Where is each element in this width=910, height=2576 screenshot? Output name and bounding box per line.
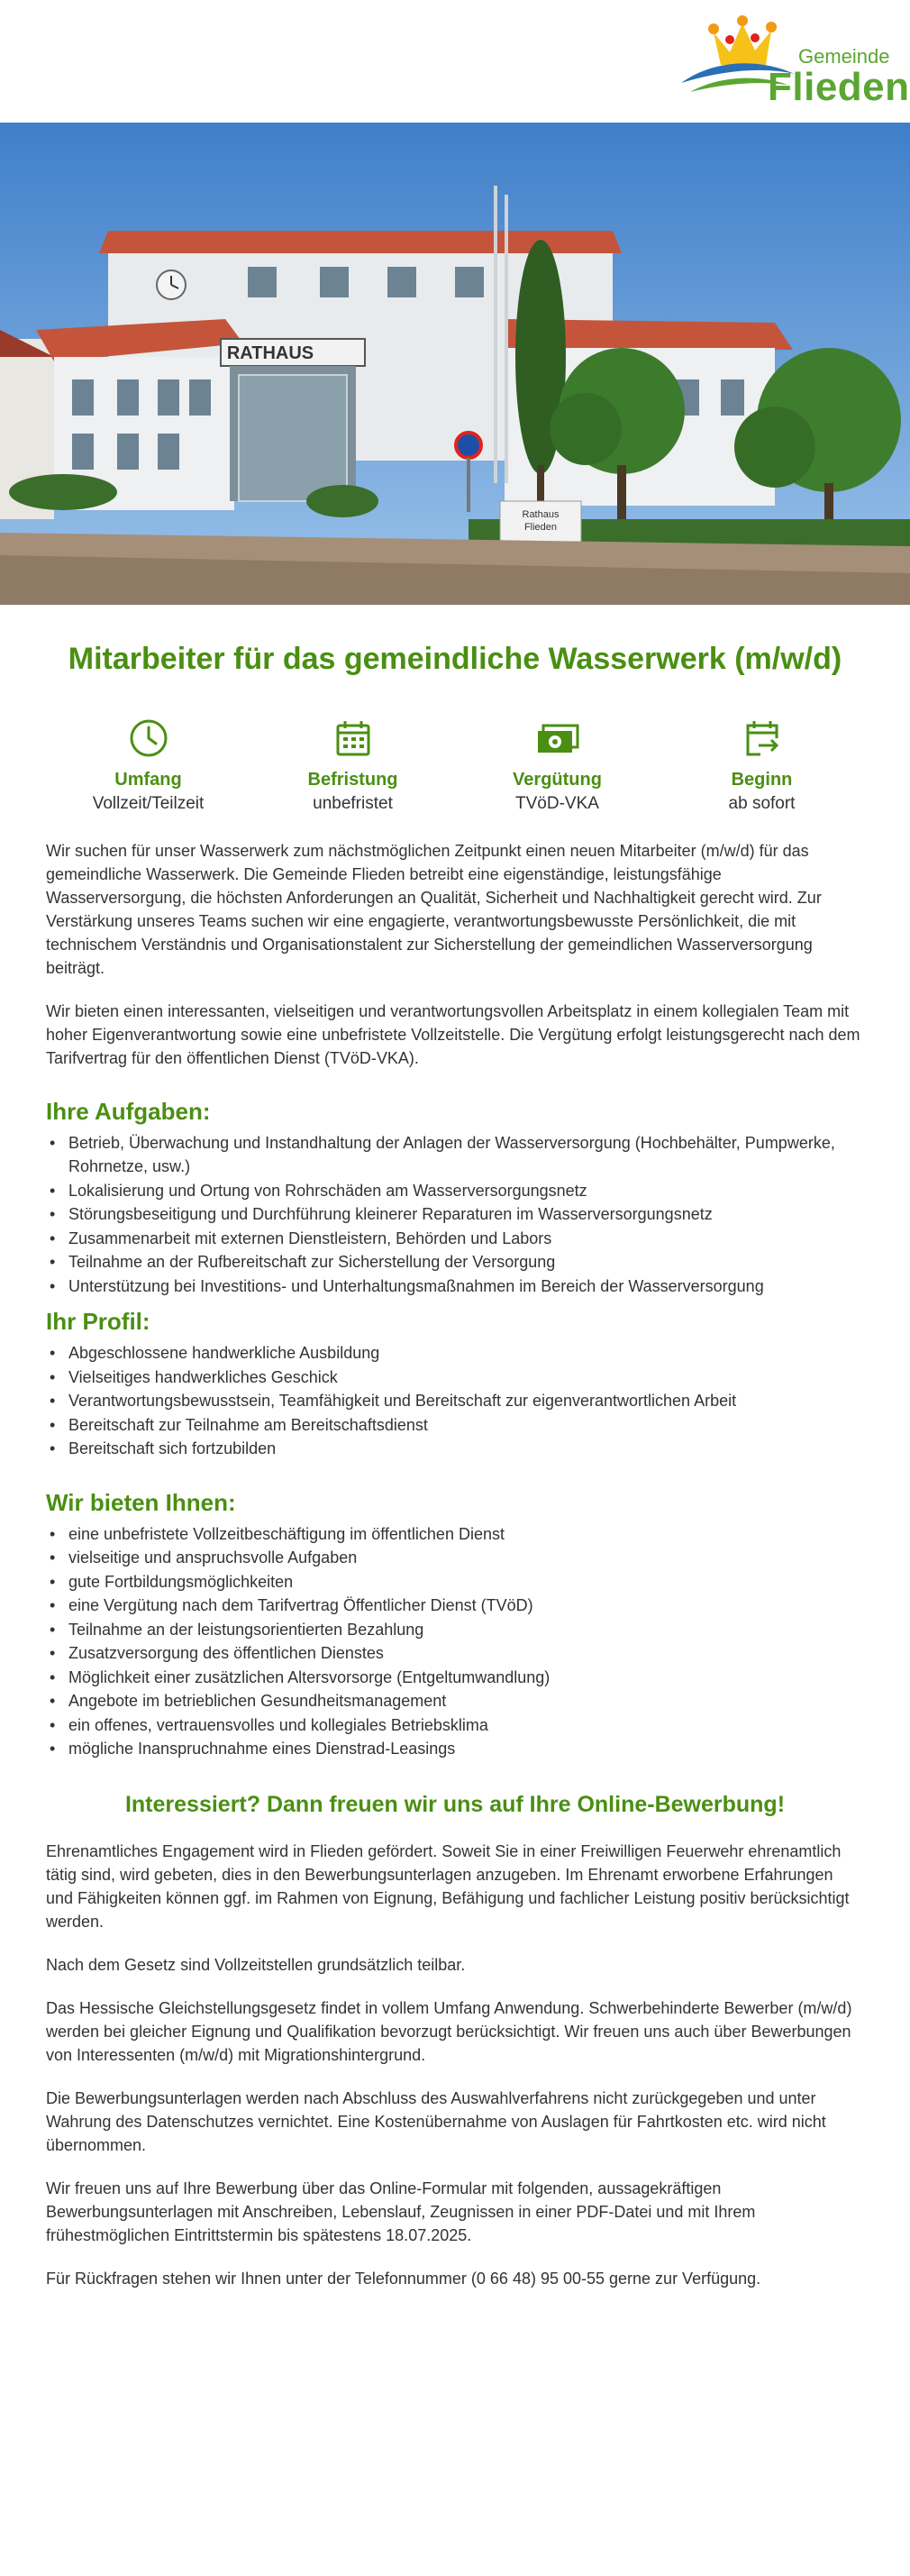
- fact-value: unbefristet: [313, 793, 393, 813]
- tasks-heading: Ihre Aufgaben:: [46, 1097, 211, 1125]
- list-item: • Betrieb, Überwachung und Instandhaltung der Anlagen der Wasserversorgung (Hochbehälter, Pumpwerke, Rohrnetze, usw.): [46, 1131, 864, 1179]
- fact-label: Vergütung: [513, 769, 602, 790]
- key-facts: [46, 717, 864, 814]
- list-item: • vielseitige und anspruchsvolle Aufgaben: [46, 1546, 864, 1570]
- list-item: • Verantwortungsbewusstsein, Teamfähigkeit und Bereitschaft zur eigenverantwortlichen Arbeit: [46, 1389, 864, 1413]
- list-item: • Möglichkeit einer zusätzlichen Altersvorsorge (Entgeltumwandlung): [46, 1666, 864, 1690]
- list-item: • Teilnahme an der leistungsorientierten Bezahlung: [46, 1618, 864, 1642]
- clock-icon: [46, 717, 250, 759]
- offer-heading: Wir bieten Ihnen:: [46, 1488, 236, 1516]
- job-title: Mitarbeiter für das gemeindliche Wasserwerk (m/w/d): [68, 642, 842, 676]
- closing-paragraph: Nach dem Gesetz sind Vollzeitstellen grundsätzlich teilbar.: [46, 1955, 466, 1974]
- plaque-line2: Flieden: [523, 522, 558, 533]
- list-item: • mögliche Inanspruchnahme eines Dienstrad-Leasings: [46, 1737, 864, 1761]
- closing-paragraph: Das Hessische Gleichstellungsgesetz findet in vollem Umfang Anwendung. Schwerbehinderte Bewerber (m/w/d) werden bei gleicher Eignung und Qualifikation bevorzugt berücksichtigt. Wir freuen uns auch über Bewerbungen von Interessenten (m/w/d) mit Migrationshintergrund.: [46, 1998, 852, 2064]
- money-icon: [455, 717, 660, 759]
- list-item: • Abgeschlossene handwerkliche Ausbildung: [46, 1341, 864, 1366]
- gemeinde-flieden-logo[interactable]: [678, 13, 910, 112]
- logo-flieden-text: Flieden: [768, 65, 910, 109]
- list-item: • Lokalisierung und Ortung von Rohrschäden am Wasserversorgungsnetz: [46, 1179, 864, 1203]
- fact-label: Umfang: [114, 769, 182, 790]
- fact-value: TVöD-VKA: [515, 793, 599, 813]
- list-item: • Vielseitiges handwerkliches Geschick: [46, 1366, 864, 1390]
- list-item: • eine unbefristete Vollzeitbeschäftigung im öffentlichen Dienst: [46, 1522, 864, 1547]
- list-item: • Bereitschaft sich fortzubilden: [46, 1437, 864, 1461]
- list-item: • Zusammenarbeit mit externen Dienstleistern, Behörden und Labors: [46, 1227, 864, 1251]
- intro-paragraph: Wir suchen für unser Wasserwerk zum nächstmöglichen Zeitpunkt einen neuen Mitarbeiter (m/w/d) für das gemeindliche Wasserwerk. Die Gemeinde Flieden betreibt eine eigenständige, leistungsfähige Wasserversorgung, die höchsten Anforderungen an Qualität, Sicherheit und Nachhaltigkeit gerecht wird. Zur Verstärkung unseres Teams suchen wir eine engagierte, verantwortungsbewusste Persönlichkeit, die mit technischem Verständnis und Organisationstalent zur Sicherstellung der gemeindlichen Wasserversorgung beiträgt.: [46, 841, 822, 977]
- fact-verguetung: [455, 717, 660, 814]
- plaque-line1: Rathaus: [522, 509, 560, 520]
- profile-list: [46, 1341, 864, 1461]
- rathaus-sign: RATHAUS: [226, 343, 314, 363]
- job-posting: [46, 605, 864, 2290]
- closing-paragraph: Wir freuen uns auf Ihre Bewerbung über das Online-Formular mit folgenden, aussagekräftigen Bewerbungsunterlagen mit Anschreiben, Lebenslauf, Zeugnissen in einer PDF-Datei und mit Ihrem frühestmöglichen Eintrittstermin bis spätestens 18.07.2025.: [46, 2179, 756, 2244]
- list-item: • gute Fortbildungsmöglichkeiten: [46, 1570, 864, 1594]
- logo-gemeinde-text: Gemeinde: [798, 45, 890, 68]
- fact-value: Vollzeit/Teilzeit: [92, 793, 205, 813]
- intro-paragraph: Wir bieten einen interessanten, vielseitigen und verantwortungsvollen Arbeitsplatz in einem kollegialen Team mit hoher Eigenverantwortung sowie eine unbefristete Vollzeitstelle. Die Vergütung erfolgt leistungsgerecht nach dem Tarifvertrag für den öffentlichen Dienst (TVöD-VKA).: [46, 1001, 860, 1067]
- fact-value: ab sofort: [728, 793, 796, 813]
- list-item: • eine Vergütung nach dem Tarifvertrag Öffentlicher Dienst (TVöD): [46, 1594, 864, 1618]
- fact-umfang: [46, 717, 250, 814]
- offer-list: [46, 1522, 864, 1761]
- closing-paragraph: Für Rückfragen stehen wir Ihnen unter der Telefonnummer (0 66 48) 95 00-55 gerne zur Verfügung.: [46, 2269, 761, 2288]
- profile-heading: Ihr Profil:: [46, 1308, 150, 1336]
- calendar-icon: [250, 717, 455, 759]
- fact-label: Befristung: [307, 769, 398, 790]
- cta-heading: Interessiert? Dann freuen wir uns auf Ihre Online-Bewerbung!: [124, 1791, 786, 1817]
- list-item: • Teilnahme an der Rufbereitschaft zur Sicherstellung der Versorgung: [46, 1250, 864, 1274]
- closing-paragraph: Die Bewerbungsunterlagen werden nach Abschluss des Auswahlverfahrens nicht zurückgegeben und unter Wahrung des Datenschutzes vernichtet. Eine Kostenübernahme von Auslagen für Fahrtkosten etc. wird nicht übernommen.: [46, 2088, 826, 2154]
- list-item: • Störungsbeseitigung und Durchführung kleinerer Reparaturen im Wasserversorgungsnetz: [46, 1202, 864, 1227]
- calendar-arrow-icon: [660, 717, 864, 759]
- tasks-list: [46, 1131, 864, 1299]
- fact-label: Beginn: [731, 769, 793, 790]
- town-hall-photo: [0, 123, 910, 605]
- list-item: • Angebote im betrieblichen Gesundheitsmanagement: [46, 1689, 864, 1713]
- fact-beginn: [660, 717, 864, 814]
- list-item: • Zusatzversorgung des öffentlichen Dienstes: [46, 1641, 864, 1666]
- list-item: • Unterstützung bei Investitions- und Unterhaltungsmaßnahmen im Bereich der Wasserversorgung: [46, 1274, 864, 1299]
- closing-paragraph: Ehrenamtliches Engagement wird in Flieden gefördert. Soweit Sie in einer Freiwilligen Feuerwehr ehrenamtlich tätig sind, wird gebeten, dies in den Bewerbungsunterlagen anzugeben. Im Ehrenamt erworbene Erfahrungen und Fähigkeiten können ggf. im Rahmen von Eignung, Befähigung und fachlicher Leistung positiv berücksichtigt werden.: [46, 1841, 850, 1931]
- list-item: • Bereitschaft zur Teilnahme am Bereitschaftsdienst: [46, 1413, 864, 1438]
- list-item: • ein offenes, vertrauensvolles und kollegiales Betriebsklima: [46, 1713, 864, 1738]
- fact-befristung: [250, 717, 455, 814]
- page-header: [0, 0, 910, 123]
